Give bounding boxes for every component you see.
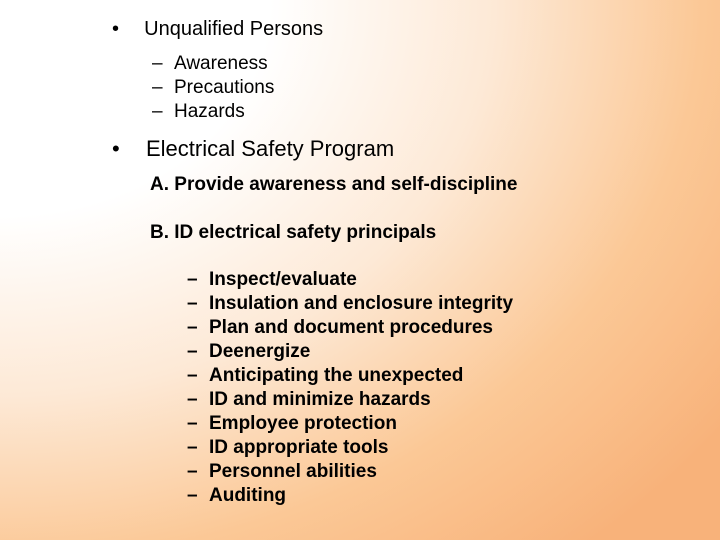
- section-1-item: [152, 101, 245, 123]
- subitem: [187, 437, 388, 459]
- subitem-text: Anticipating the unexpected: [209, 365, 464, 386]
- dash: –: [187, 317, 198, 338]
- subitem: [187, 413, 397, 435]
- dash: –: [152, 77, 163, 98]
- section-2-heading: [112, 136, 394, 162]
- dash: –: [187, 413, 198, 434]
- section-1-item: [152, 53, 268, 75]
- item-text: Hazards: [174, 101, 245, 122]
- point-label: B.: [150, 222, 169, 243]
- subitem: [187, 269, 357, 291]
- dash: –: [187, 461, 198, 482]
- bullet-2: •: [112, 136, 120, 161]
- point-text: ID electrical safety principals: [174, 222, 437, 243]
- dash: –: [187, 269, 198, 290]
- dash: –: [187, 485, 198, 506]
- dash: –: [187, 341, 198, 362]
- subitem-text: Employee protection: [209, 413, 397, 434]
- section-1-item: [152, 77, 274, 99]
- subitem-text: Insulation and enclosure integrity: [209, 293, 514, 314]
- item-text: Awareness: [174, 53, 268, 74]
- section-1-title: Unqualified Persons: [144, 18, 324, 40]
- point-b: [150, 222, 436, 244]
- subitem-text: Deenergize: [209, 341, 311, 362]
- dash: –: [187, 389, 198, 410]
- dash: –: [187, 293, 198, 314]
- subitem-text: Plan and document procedures: [209, 317, 493, 338]
- subitem: [187, 389, 431, 411]
- section-1-heading: [112, 18, 323, 41]
- dash: –: [187, 437, 198, 458]
- bullet-1: •: [112, 18, 120, 40]
- subitem-text: Inspect/evaluate: [209, 269, 357, 290]
- subitem-text: ID appropriate tools: [209, 437, 389, 458]
- item-text: Precautions: [174, 77, 275, 98]
- dash: –: [152, 53, 163, 74]
- dash: –: [152, 101, 163, 122]
- subitem: [187, 365, 463, 387]
- subitem: [187, 293, 513, 315]
- subitem-text: ID and minimize hazards: [209, 389, 431, 410]
- dash: –: [187, 365, 198, 386]
- subitem: [187, 461, 377, 483]
- subitem: [187, 317, 493, 339]
- point-a: [150, 174, 517, 196]
- subitem: [187, 485, 286, 507]
- point-text: Provide awareness and self-discipline: [174, 174, 518, 195]
- section-2-title: Electrical Safety Program: [145, 136, 395, 161]
- point-label: A.: [150, 174, 169, 195]
- subitem-text: Personnel abilities: [209, 461, 377, 482]
- subitem: [187, 341, 310, 363]
- subitem-text: Auditing: [209, 485, 287, 506]
